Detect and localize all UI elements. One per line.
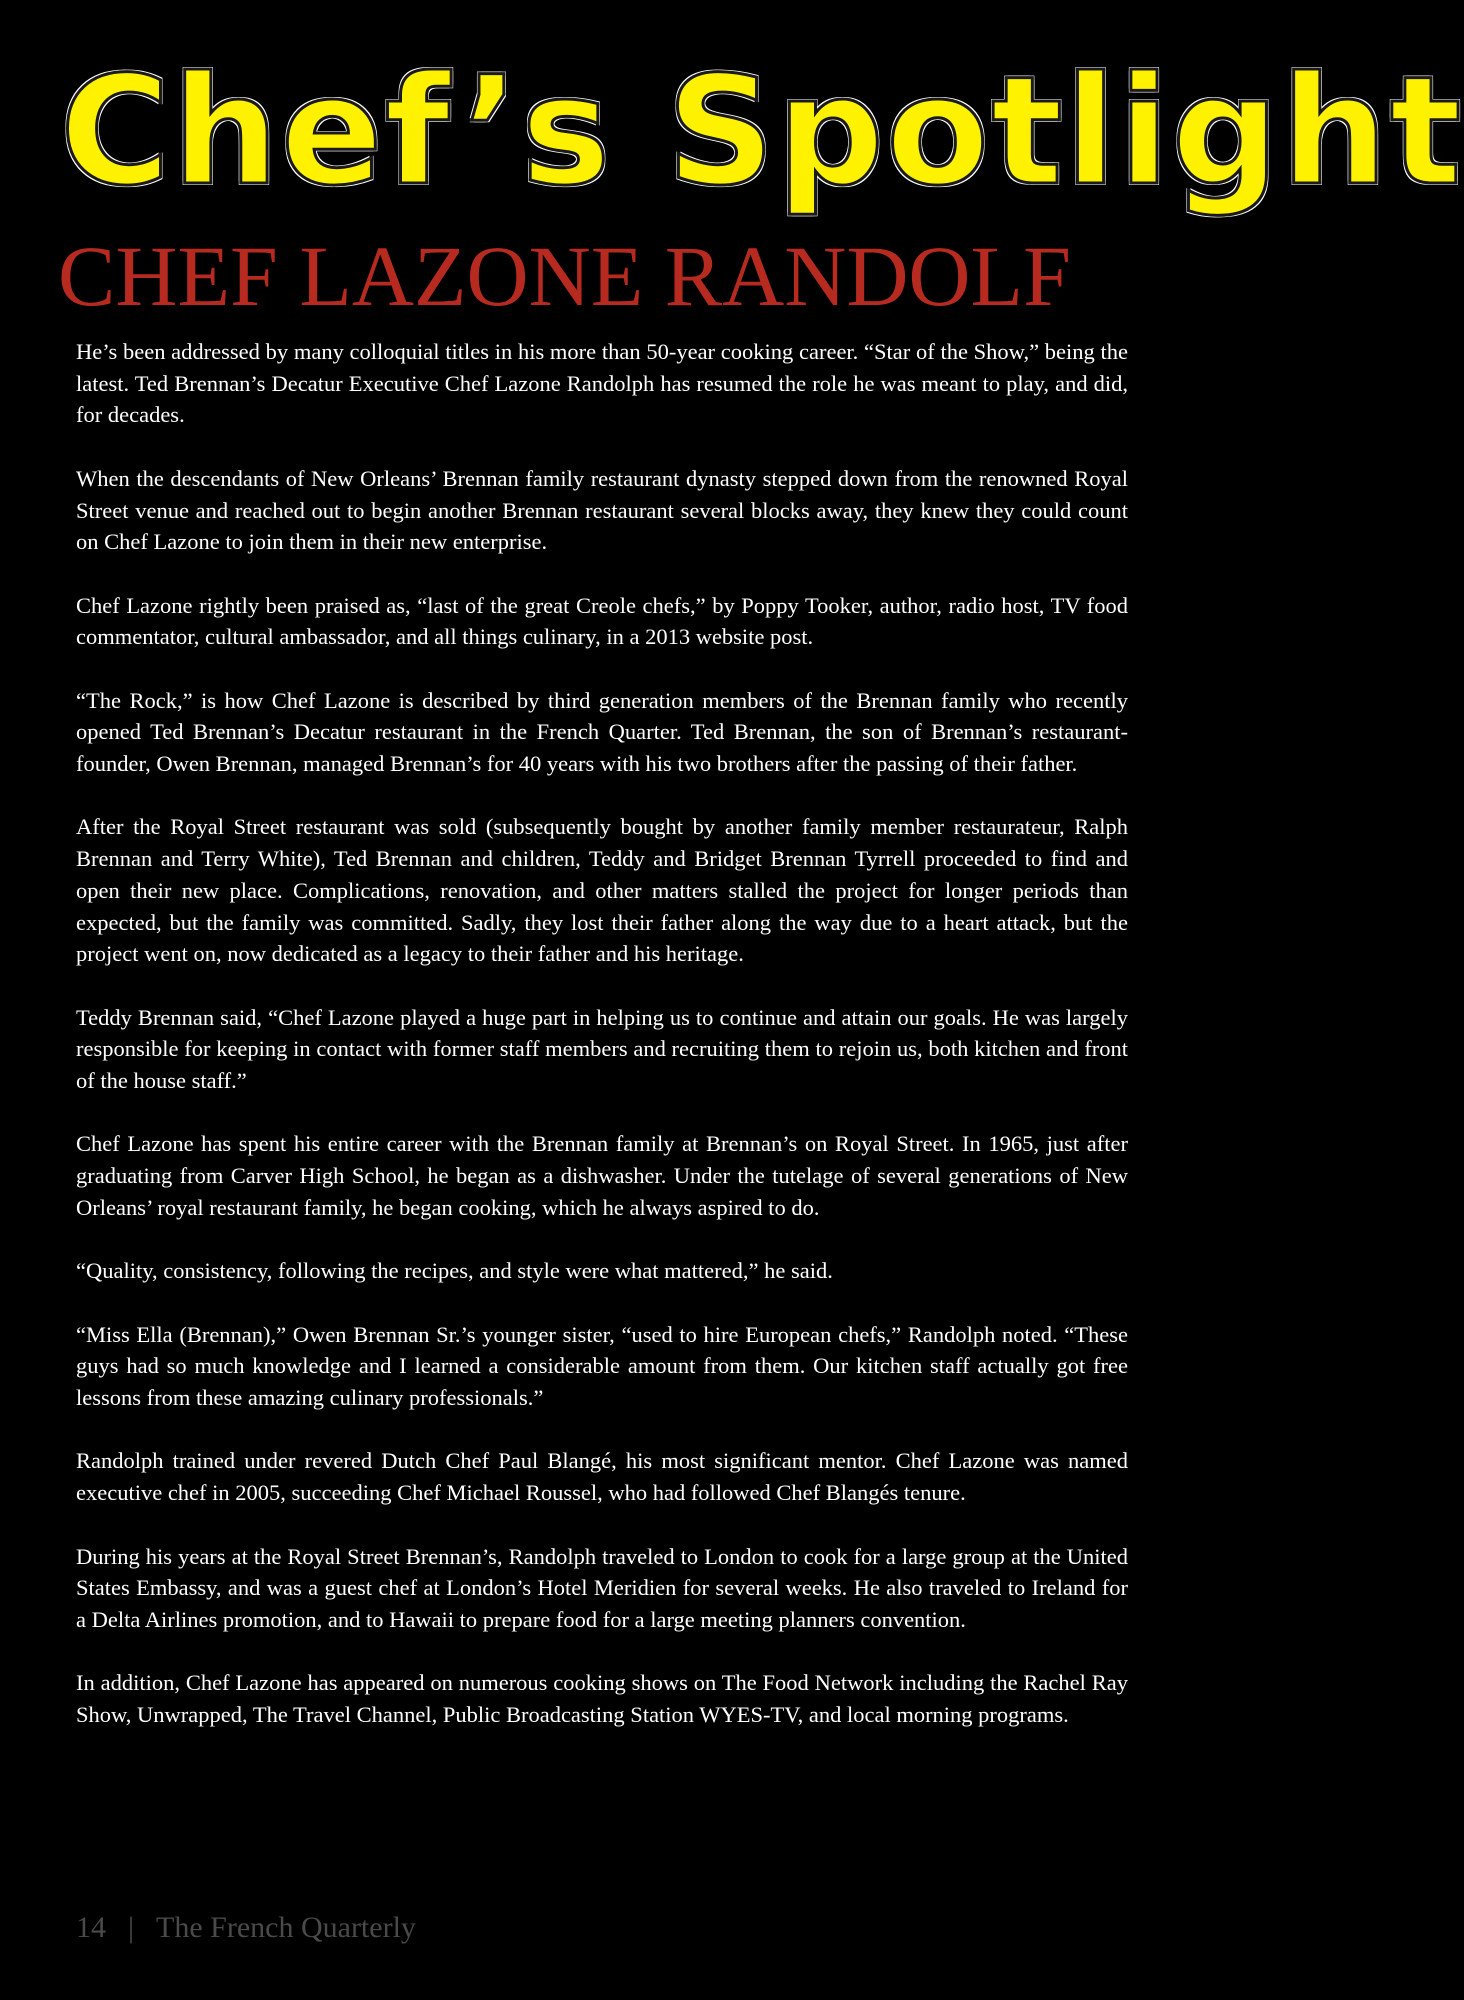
article-paragraph: After the Royal Street restaurant was sold (subsequently bought by another family member restaurateur, Ralph Brennan and Terry White), Ted Brennan and children, Teddy and Bridget Brennan Tyrrell proceeded to find and open their new place. Complications, renovation, and other matters stalled the project for longer periods than expected, but the family was committed. Sadly, they lost their father along the way due to a heart attack, but the project went on, now dedicated as a legacy to their father and his heritage. xyxy=(76,814,1128,967)
page-number: 14 xyxy=(76,1911,106,1944)
article-paragraph: Randolph trained under revered Dutch Chef Paul Blangé, his most significant mentor. Chef Lazone was named executive chef in 2005, succeeding Chef Michael Roussel, who had followed Chef Blangés tenure. xyxy=(76,1448,1128,1506)
article-paragraph: In addition, Chef Lazone has appeared on numerous cooking shows on The Food Network including the Rachel Ray Show, Unwrapped, The Travel Channel, Public Broadcasting Station WYES-TV, and local morning programs. xyxy=(76,1670,1128,1728)
article-paragraph: He’s been addressed by many colloquial titles in his more than 50-year cooking career. “Star of the Show,” being the latest. Ted Brennan’s Decatur Executive Chef Lazone Randolph has resumed the role he was meant to play, and did, for decades. xyxy=(76,339,1128,428)
article-paragraph: During his years at the Royal Street Brennan’s, Randolph traveled to London to cook for a large group at the United States Embassy, and was a guest chef at London’s Hotel Meridien for several weeks. He also traveled to Ireland for a Delta Airlines promotion, and to Hawaii to prepare food for a large meeting planners convention. xyxy=(76,1543,1128,1632)
article-paragraph: Teddy Brennan said, “Chef Lazone played a huge part in helping us to continue and attain our goals. He was largely responsible for keeping in contact with former staff members and recruiting them to rejoin us, both kitchen and front of the house staff.” xyxy=(76,1004,1128,1094)
article-body xyxy=(76,336,1128,1762)
page-footer xyxy=(76,1910,416,1946)
article-paragraph: Chef Lazone rightly been praised as, “last of the great Creole chefs,” by Poppy Tooker, author, radio host, TV food commentator, cultural ambassador, and all things culinary, in a 2013 website post. xyxy=(76,592,1128,650)
publication-name: The French Quarterly xyxy=(156,1911,416,1944)
masthead-title: Chef’s Spotlight xyxy=(60,45,1464,219)
article-paragraph: “Quality, consistency, following the recipes, and style were what mattered,” he said. xyxy=(76,1258,833,1284)
article-paragraph: When the descendants of New Orleans’ Brennan family restaurant dynasty stepped down from the renowned Royal Street venue and reached out to begin another Brennan restaurant several blocks away, they knew they could count on Chef Lazone to join them in their new enterprise. xyxy=(76,465,1128,555)
article-paragraph: “Miss Ella (Brennan),” Owen Brennan Sr.’s younger sister, “used to hire European chefs,” Randolph noted. “These guys had so much knowledge and I learned a considerable amount from them. Our kitchen staff actually got free lessons from these amazing culinary professionals.” xyxy=(76,1321,1128,1411)
chef-name-heading: CHEF LAZONE RANDOLF xyxy=(58,228,1071,324)
article-paragraph: Chef Lazone has spent his entire career with the Brennan family at Brennan’s on Royal Street. In 1965, just after graduating from Carver High School, he began as a dishwasher. Under the tutelage of several generations of New Orleans’ royal restaurant family, he began cooking, which he always aspired to do. xyxy=(76,1131,1128,1220)
footer-separator: | xyxy=(128,1911,135,1944)
article-paragraph: “The Rock,” is how Chef Lazone is described by third generation members of the Brennan family who recently opened Ted Brennan’s Decatur restaurant in the French Quarter. Ted Brennan, the son of Brennan’s restaurant- founder, Owen Brennan, managed Brennan’s for 40 years with his two brothers after the passing of their father. xyxy=(76,687,1128,777)
